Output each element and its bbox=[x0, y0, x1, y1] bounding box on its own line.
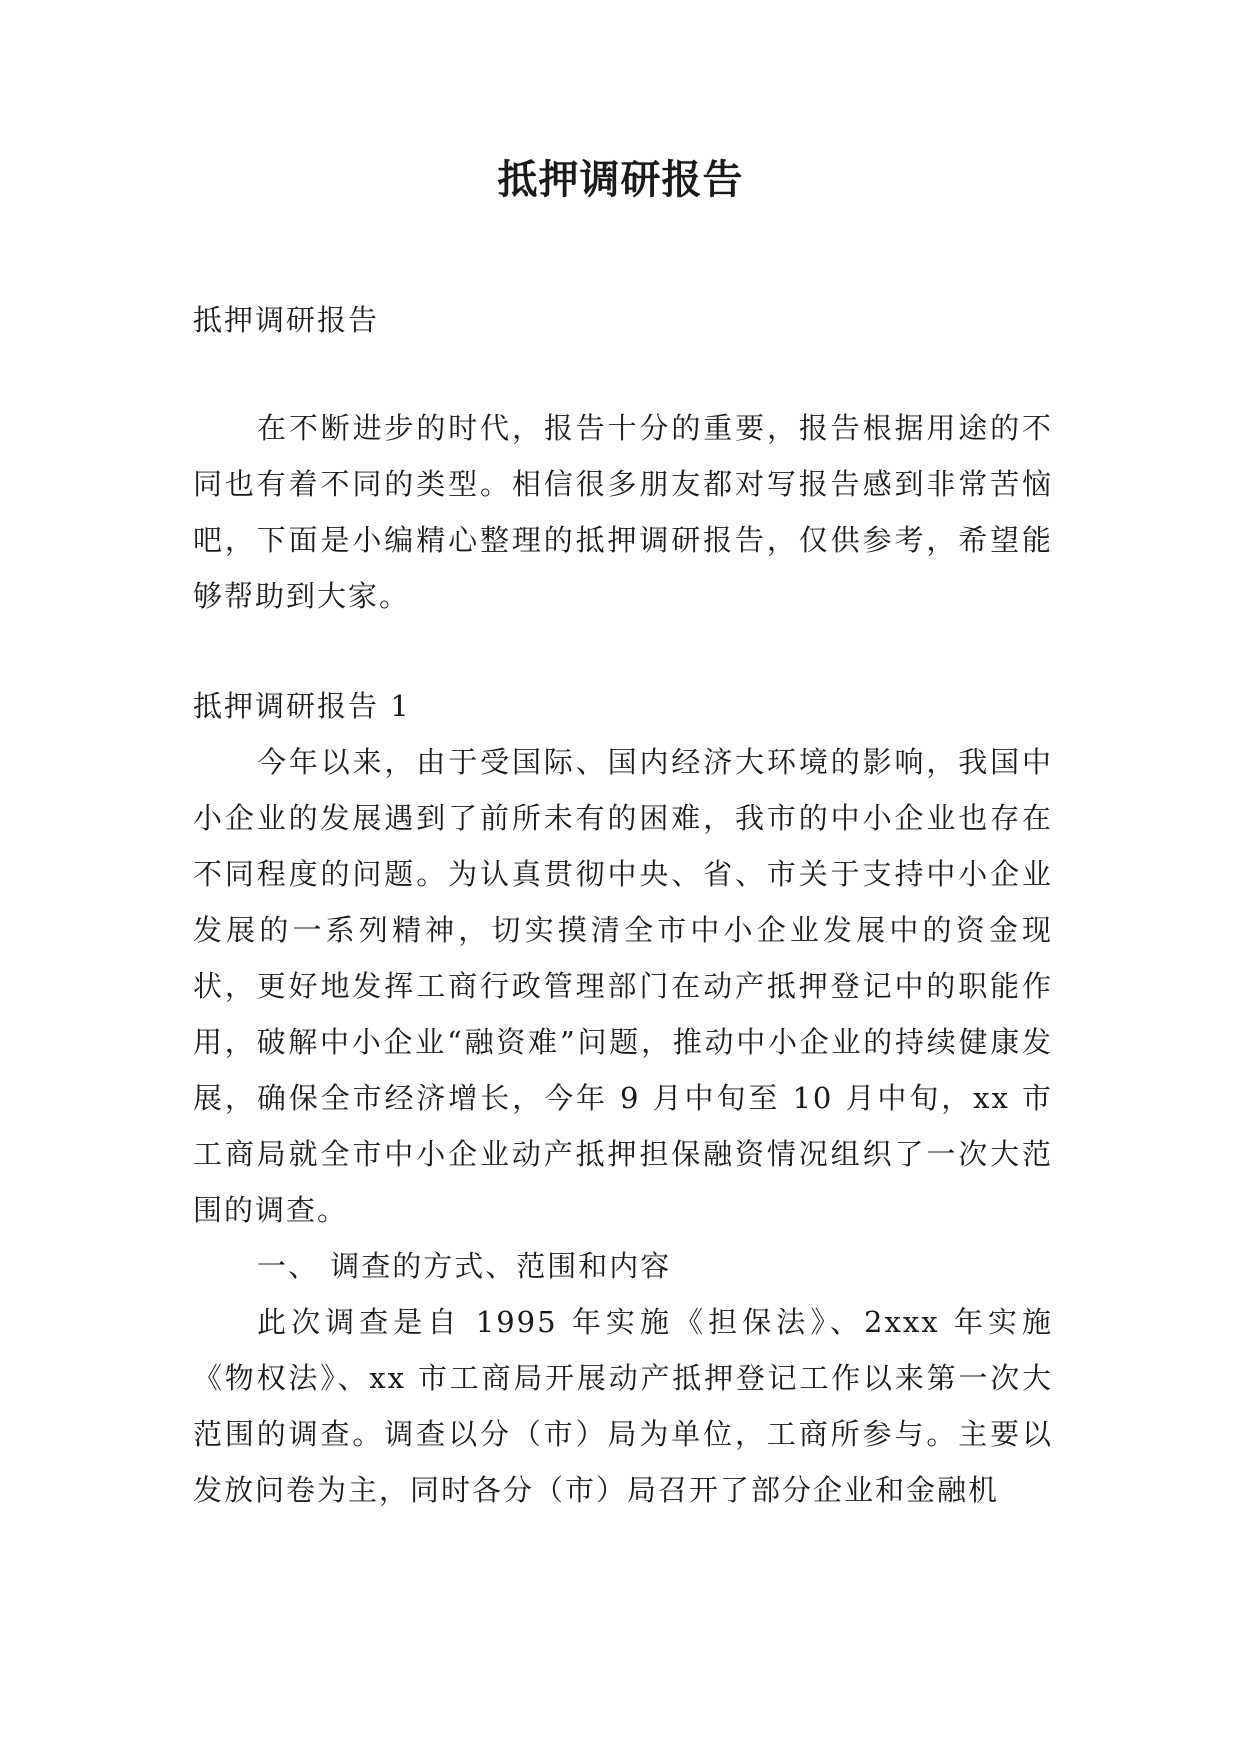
document-body bbox=[193, 292, 1053, 1518]
intro-paragraph: 在不断进步的时代，报告十分的重要，报告根据用途的不同也有着不同的类型。相信很多朋友都对写报告感到非常苦恼吧，下面是小编精心整理的抵押调研报告，仅供参考，希望能够帮助到大家。 bbox=[193, 411, 1053, 613]
document-title: 抵押调研报告 bbox=[497, 156, 744, 203]
document-subtitle: 抵押调研报告 bbox=[193, 303, 380, 337]
section-heading: 抵押调研报告 1 bbox=[193, 689, 411, 723]
body-paragraph: 此次调查是自 1995 年实施《担保法》、2xxx 年实施《物权法》、xx 市工商局开展动产抵押登记工作以来第一次大范围的调查。调查以分（市）局为单位，工商所参与。主要以发放问卷为主，同时各分（市）局召开了部分企业和金融机 bbox=[193, 1305, 1053, 1507]
body-paragraph: 今年以来，由于受国际、国内经济大环境的影响，我国中小企业的发展遇到了前所未有的困难，我市的中小企业也存在不同程度的问题。为认真贯彻中央、省、市关于支持中小企业发展的一系列精神，切实摸清全市中小企业发展中的资金现状，更好地发挥工商行政管理部门在动产抵押登记中的职能作用，破解中小企业“融资难”问题，推动中小企业的持续健康发展，确保全市经济增长，今年 9 月中旬至 10 月中旬，xx 市工商局就全市中小企业动产抵押担保融资情况组织了一次大范围的调查。 bbox=[193, 745, 1053, 1227]
subheading: 一、 调查的方式、范围和内容 bbox=[257, 1249, 672, 1283]
